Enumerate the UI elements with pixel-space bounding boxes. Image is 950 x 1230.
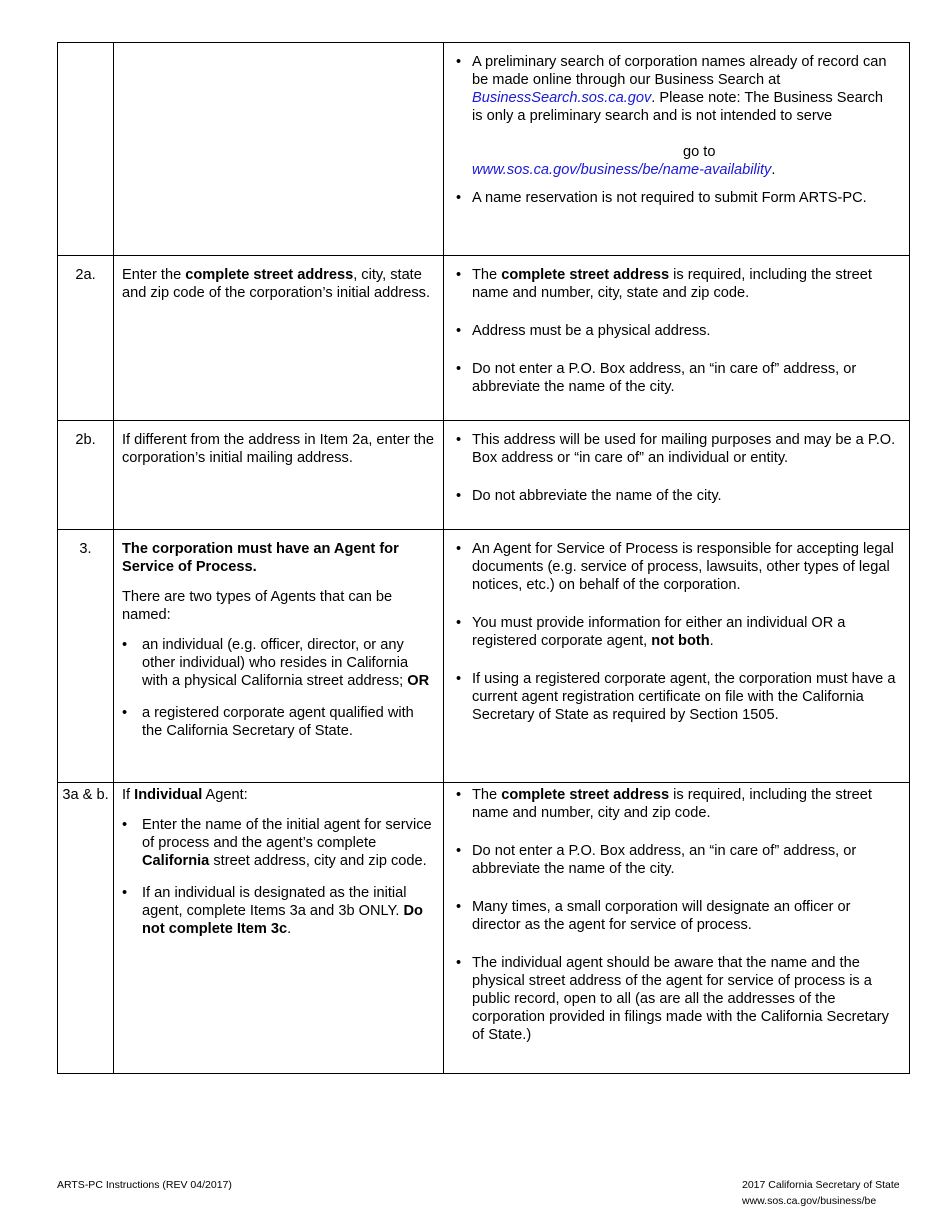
notes-cell <box>444 256 910 421</box>
footer-source <box>742 1177 900 1209</box>
instruction-cell <box>114 43 444 256</box>
list-item: • You must provide information for either an individual OR a registered corporate agent, not both. <box>456 614 897 650</box>
footer-copyright: 2017 California Secretary of State <box>742 1179 900 1191</box>
list-item: • Address must be a physical address. <box>456 322 897 340</box>
table-row <box>58 530 910 783</box>
notes-list <box>456 540 897 724</box>
list-item: • an individual (e.g. officer, director, or any other individual) who resides in California with a physical California street address; OR <box>122 636 435 690</box>
instruction-cell: If Individual Agent: • Enter the name of the initial agent for service of process and the agent’s complete California street address, city and zip code. • If an individual is designated as the initial agent, complete Items 3a and 3b ONLY. Do not complete Item 3c. <box>114 783 444 1074</box>
list-item: • Do not abbreviate the name of the city. <box>456 487 897 505</box>
notes-list <box>456 266 897 396</box>
table-row <box>58 256 910 421</box>
list-item: • a registered corporate agent qualified with the California Secretary of State. <box>122 704 435 740</box>
instruction-cell: The corporation must have an Agent for Service of Process. There are two types of Agents that can be named: • an individual (e.g. officer, director, or any other individual) who resides in California with a physical California street address; OR • a registered corporate agent qualified with the California Secretary of State. <box>114 530 444 783</box>
list-item: • The individual agent should be aware that the name and the physical street address of the agent for service of process is a public record, open to all (as are all the addresses of the corporation provided in filings made with the California Secretary of State.) <box>456 954 897 1044</box>
list-item: • Do not enter a P.O. Box address, an “in care of” address, or abbreviate the name of the city. <box>456 360 897 396</box>
list-item: • If using a registered corporate agent, the corporation must have a current agent registration certificate on file with the California Secretary of State as required by Section 1505. <box>456 670 897 724</box>
list-item: • If an individual is designated as the initial agent, complete Items 3a and 3b ONLY. Do not complete Item 3c. <box>122 884 435 938</box>
list-item: • This address will be used for mailing purposes and may be a P.O. Box address or “in care of” an individual or entity. <box>456 431 897 467</box>
notes-cell <box>444 530 910 783</box>
notes-cell <box>444 43 910 256</box>
item-number-cell: 3. <box>58 530 114 783</box>
item-number-cell: 2b. <box>58 421 114 530</box>
notes-list <box>456 53 897 207</box>
item-number-cell: 2a. <box>58 256 114 421</box>
notes-cell <box>444 783 910 1074</box>
list-item: • Many times, a small corporation will designate an officer or director as the agent for service of process. <box>456 898 897 934</box>
notes-list <box>456 431 897 505</box>
individual-agent-list <box>122 816 435 938</box>
name-availability-link[interactable]: www.sos.ca.gov/business/be/name-availability <box>472 162 772 178</box>
list-item: • The complete street address is required, including the street name and number, city and zip code. <box>456 786 897 822</box>
list-item: • A preliminary search of corporation names already of record can be made online through our Business Search at BusinessSearch.sos.ca.gov. Please note: The Business Search is only a preliminary search and is not intended to serve go to www.sos.ca.gov/business/be/name-availability. <box>456 53 897 179</box>
instruction-cell: If different from the address in Item 2a, enter the corporation’s initial mailing address. <box>114 421 444 530</box>
list-item: • An Agent for Service of Process is responsible for accepting legal documents (e.g. service of process, lawsuits, other types of legal notices, etc.) on behalf of the corporation. <box>456 540 897 594</box>
agent-types-list <box>122 636 435 740</box>
footer-url: www.sos.ca.gov/business/be <box>742 1195 877 1207</box>
list-item: • The complete street address is required, including the street name and number, city, state and zip code. <box>456 266 897 302</box>
business-search-link[interactable]: BusinessSearch.sos.ca.gov <box>472 90 652 106</box>
notes-list <box>456 786 897 1044</box>
table-row <box>58 783 910 1074</box>
notes-cell <box>444 421 910 530</box>
agent-heading: The corporation must have an Agent for Service of Process. <box>122 541 399 575</box>
footer-form-revision: ARTS-PC Instructions (REV 04/2017) <box>57 1179 232 1191</box>
item-number-cell <box>58 43 114 256</box>
instructions-table <box>57 42 910 1074</box>
list-item: • Enter the name of the initial agent for service of process and the agent’s complete California street address, city and zip code. <box>122 816 435 870</box>
instruction-cell: Enter the complete street address, city, state and zip code of the corporation’s initial address. <box>114 256 444 421</box>
item-number-cell: 3a & b. <box>58 783 114 1074</box>
list-item: • A name reservation is not required to submit Form ARTS-PC. <box>456 189 897 207</box>
list-item: • Do not enter a P.O. Box address, an “in care of” address, or abbreviate the name of the city. <box>456 842 897 878</box>
table-row <box>58 421 910 530</box>
goto-text: go to <box>683 144 716 160</box>
table-row <box>58 43 910 256</box>
